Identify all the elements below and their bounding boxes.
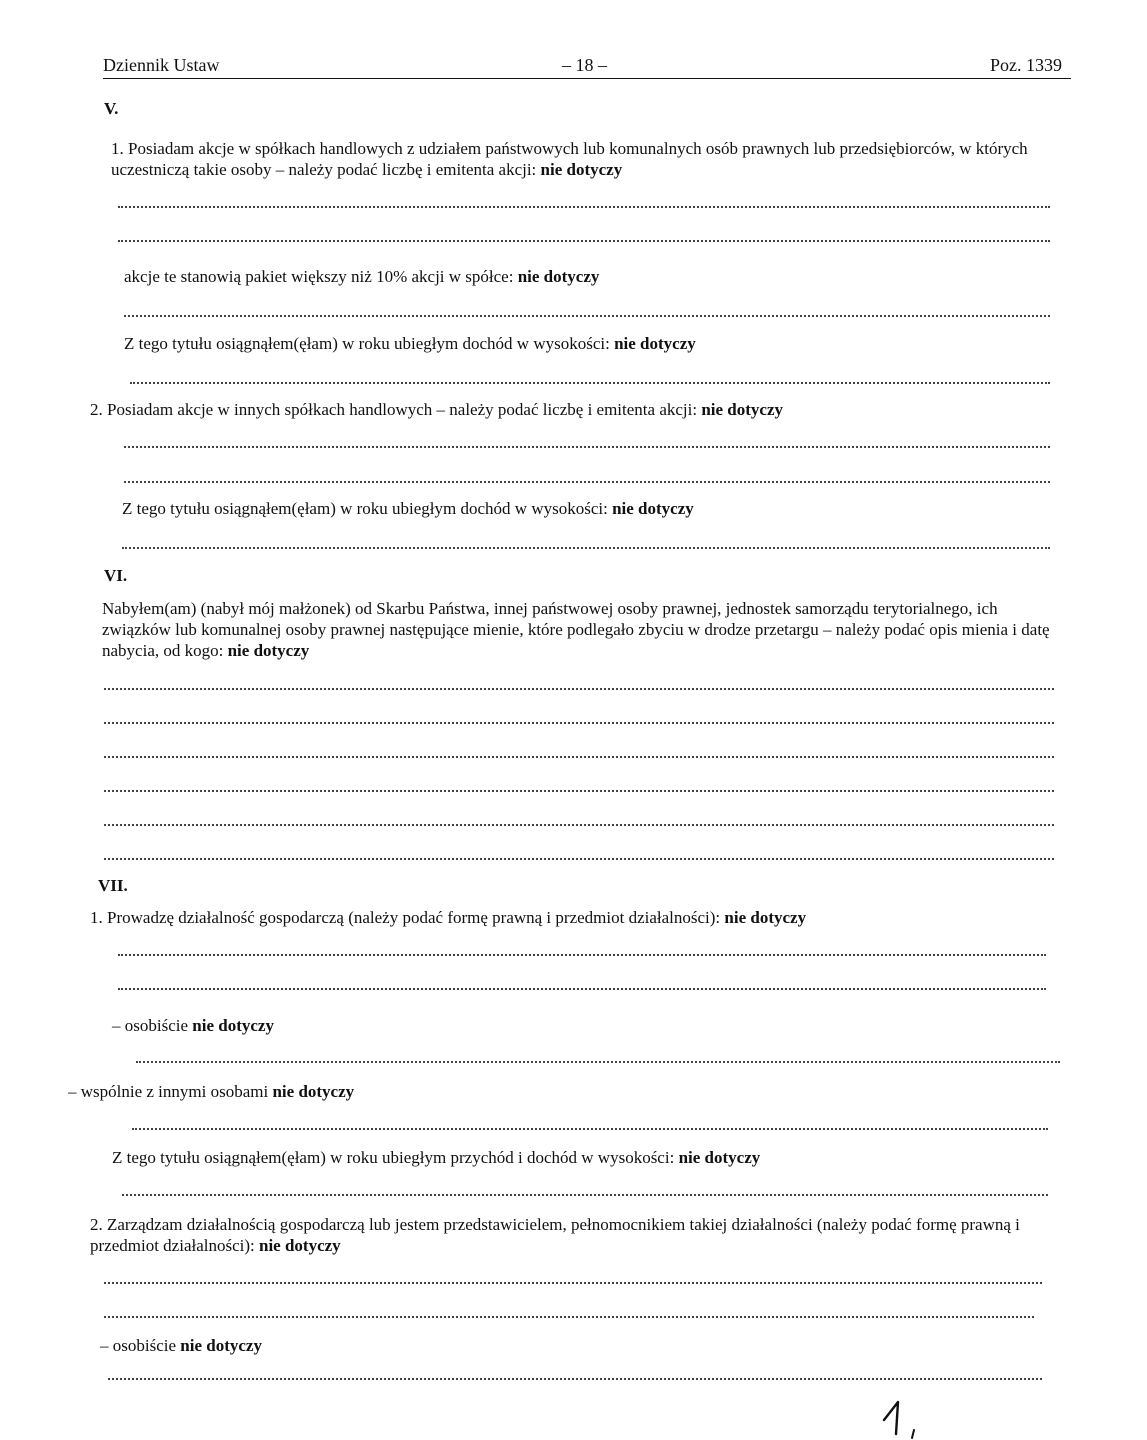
income-label: Z tego tytułu osiągnąłem(ęłam) w roku ubiegłym dochód w wysokości: xyxy=(124,334,610,353)
section-vii-item2 xyxy=(90,1214,1050,1256)
fill-line[interactable] xyxy=(122,547,1050,549)
fill-line[interactable] xyxy=(130,382,1050,384)
section-vii-item1-label: 1. Prowadzę działalność gospodarczą (należy podać formę prawną i przedmiot działalności): xyxy=(90,908,721,927)
fill-line[interactable] xyxy=(118,206,1050,208)
fill-line[interactable] xyxy=(108,1378,1042,1380)
fill-line[interactable] xyxy=(104,722,1054,724)
revenue-income-field xyxy=(112,1148,760,1168)
revenue-income-label: Z tego tytułu osiągnąłem(ęłam) w roku ubiegłym przychód i dochód w wysokości: xyxy=(112,1148,675,1167)
not-applicable: nie dotyczy xyxy=(540,160,623,179)
section-v-item2 xyxy=(90,400,783,420)
section-v-item1-text: 1. Posiadam akcje w spółkach handlowych z udziałem państwowych lub komunalnych osób prawnych lub przedsiębiorców, w których uczestniczą takie osoby – należy podać liczbę i emitenta akcji: xyxy=(111,139,1028,179)
fill-line[interactable] xyxy=(104,1316,1034,1318)
not-applicable: nie dotyczy xyxy=(180,1336,262,1355)
personal-label: – osobiście xyxy=(100,1336,177,1355)
fill-line[interactable] xyxy=(118,240,1050,242)
fill-line[interactable] xyxy=(118,954,1046,956)
not-applicable: nie dotyczy xyxy=(192,1016,274,1035)
fill-line[interactable] xyxy=(104,688,1054,690)
not-applicable: nie dotyczy xyxy=(614,334,696,353)
packet-10-percent-field xyxy=(124,267,599,287)
fill-line[interactable] xyxy=(104,790,1054,792)
not-applicable: nie dotyczy xyxy=(517,267,600,286)
section-vii-heading: VII. xyxy=(98,876,128,895)
handwritten-initial-mark xyxy=(864,1394,934,1440)
income-label: Z tego tytułu osiągnąłem(ęłam) w roku ubiegłym dochód w wysokości: xyxy=(122,499,608,518)
position-number: Poz. 1339 xyxy=(990,55,1062,75)
jointly-label: – wspólnie z innymi osobami xyxy=(68,1082,269,1101)
fill-line[interactable] xyxy=(132,1128,1048,1130)
section-v-item2-label: 2. Posiadam akcje w innych spółkach handlowych – należy podać liczbę i emitenta akcji: xyxy=(90,400,698,419)
section-vi-description: Nabyłem(am) (nabył mój małżonek) od Skarbu Państwa, innej państwowej osoby prawnej, jednostek samorządu terytorialnego, ich związków lub komunalnej osoby prawnej następujące mienie, które podlegało zbyciu w drodze przetargu – należy podać opis mienia i datę nabycia, od kogo: xyxy=(102,599,1050,660)
section-vii-item2-text: 2. Zarządzam działalnością gospodarczą lub jestem przedstawicielem, pełnomocnikiem takiej działalności (należy podać formę prawną i przedmiot działalności): xyxy=(90,1215,1020,1255)
fill-line[interactable] xyxy=(136,1061,1060,1063)
page-number: – 18 – xyxy=(562,55,607,75)
not-applicable: nie dotyczy xyxy=(724,908,807,927)
journal-title: Dziennik Ustaw xyxy=(103,55,220,75)
section-vi-heading: VI. xyxy=(104,566,128,585)
not-applicable: nie dotyczy xyxy=(701,400,784,419)
not-applicable: nie dotyczy xyxy=(678,1148,761,1167)
fill-line[interactable] xyxy=(124,481,1050,483)
not-applicable: nie dotyczy xyxy=(227,641,310,660)
joint-activity xyxy=(68,1082,354,1102)
fill-line[interactable] xyxy=(124,315,1050,317)
section-v-heading: V. xyxy=(104,99,119,118)
personal-label: – osobiście xyxy=(112,1016,189,1035)
fill-line[interactable] xyxy=(104,824,1054,826)
fill-line[interactable] xyxy=(104,756,1054,758)
header-rule xyxy=(103,78,1071,79)
not-applicable: nie dotyczy xyxy=(259,1236,341,1255)
income-field xyxy=(122,499,694,519)
fill-line[interactable] xyxy=(122,1194,1048,1196)
personal-activity xyxy=(112,1016,274,1036)
fill-line[interactable] xyxy=(104,858,1054,860)
section-v-item1 xyxy=(111,138,1069,180)
not-applicable: nie dotyczy xyxy=(612,499,694,518)
personal-management xyxy=(100,1336,262,1356)
not-applicable: nie dotyczy xyxy=(272,1082,355,1101)
fill-line[interactable] xyxy=(124,446,1050,448)
fill-line[interactable] xyxy=(118,988,1046,990)
packet-label: akcje te stanowią pakiet większy niż 10% akcji w spółce: xyxy=(124,267,514,286)
section-vi-text xyxy=(102,598,1062,661)
income-field xyxy=(124,334,696,354)
section-vii-item1 xyxy=(90,908,806,928)
fill-line[interactable] xyxy=(104,1282,1042,1284)
